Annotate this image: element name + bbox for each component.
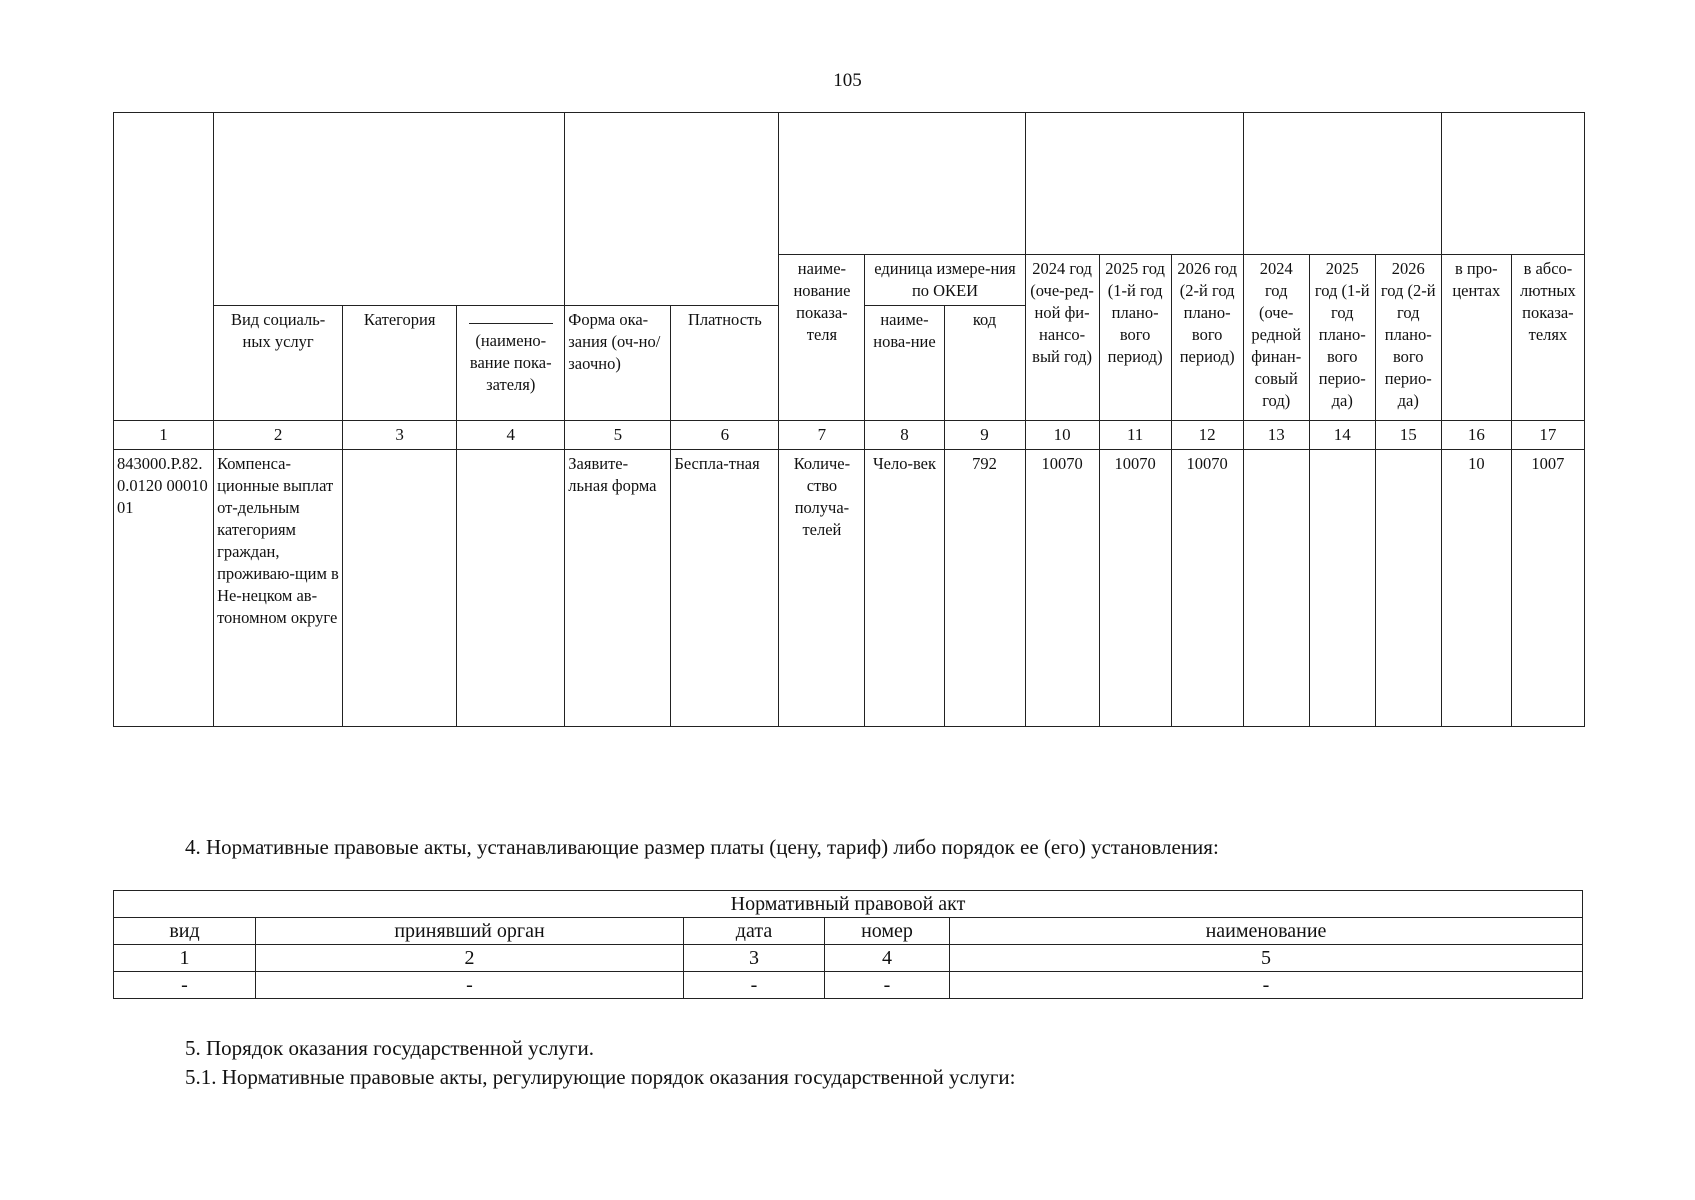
section-5-1-heading: 5.1. Нормативные правовые акты, регулирующие порядок оказания государственной услуги: [185,1065,1016,1089]
cell-unit-code: 792 [944,450,1025,727]
header-unit-name: наиме-нова-ние [865,306,944,421]
col-number: 14 [1309,421,1375,450]
cell-indicator: Количе-ство получа-телей [779,450,865,727]
col-number: 12 [1171,421,1243,450]
col-number: 2 [214,421,343,450]
header-2024-value: 2024 год (оче-ред-ной фи-нансо-вый год) [1025,255,1099,421]
header-blank-prices [1243,113,1441,255]
header-payment: Платность [671,306,779,421]
cell-deviation-percent: 10 [1441,450,1511,727]
col-number: 3 [343,421,457,450]
acts-col-number: 3 [684,945,825,972]
header-2024-price: 2024 год (оче-редной финан-совый год) [1243,255,1309,421]
header-blank-conditions [565,113,779,306]
page-number: 105 [833,70,862,91]
col-number: 15 [1375,421,1441,450]
cell-service: Компенса-ционные выплат от-дельным категориям граждан, проживаю-щим в Не-нецком ав-тономном округе [214,450,343,727]
cell-price-2026 [1375,450,1441,727]
acts-col-number: 4 [825,945,950,972]
col-number: 13 [1243,421,1309,450]
cell-value-2024: 10070 [1025,450,1099,727]
header-blank-col1 [114,113,214,421]
header-2026-value: 2026 год (2-й год плано-вого период) [1171,255,1243,421]
cell-registry-code: 843000.Р.82.0.0120 0001001 [114,450,214,727]
acts-table-title: Нормативный правовой акт [114,891,1583,918]
acts-header-type: вид [114,918,256,945]
acts-col-number: 1 [114,945,256,972]
section-4-heading: 4. Нормативные правовые акты, устанавливающие размер платы (цену, тариф) либо порядок ее (его) установления: [185,835,1219,859]
header-deviation-absolute: в абсо-лютных показа-телях [1511,255,1584,421]
header-2025-value: 2025 год (1-й год плано-вого период) [1099,255,1171,421]
header-blank-indicator-label: (наимено-вание пока-зателя) [469,331,552,394]
acts-header-number: номер [825,918,950,945]
header-unit-okei: единица измере-ния по ОКЕИ [865,255,1025,306]
col-number: 11 [1099,421,1171,450]
cell-form: Заявите-льная форма [565,450,671,727]
acts-col-number: 5 [950,945,1583,972]
header-indicator-name: наиме-нование показа-теля [779,255,865,421]
header-2025-price: 2025 год (1-й год плано-вого перио-да) [1309,255,1375,421]
cell-blank-indicator [457,450,565,727]
acts-header-body: принявший орган [256,918,684,945]
header-deviation-percent: в про-центах [1441,255,1511,421]
acts-cell-body: - [256,972,684,999]
cell-deviation-absolute: 1007 [1511,450,1584,727]
acts-header-date: дата [684,918,825,945]
header-blank-values [1025,113,1243,255]
acts-header-name: наименование [950,918,1583,945]
col-number: 10 [1025,421,1099,450]
header-unit-code: код [944,306,1025,421]
header-blank-indicator-name [457,306,565,421]
cell-unit-name: Чело-век [865,450,944,727]
service-volume-table [113,112,1585,727]
header-form: Форма ока-зания (оч-но/заочно) [565,306,671,421]
header-category: Категория [343,306,457,421]
acts-col-number: 2 [256,945,684,972]
acts-cell-number: - [825,972,950,999]
acts-cell-type: - [114,972,256,999]
col-number: 1 [114,421,214,450]
col-number: 5 [565,421,671,450]
col-number: 6 [671,421,779,450]
acts-cell-date: - [684,972,825,999]
blank-underline [469,309,553,324]
col-number: 7 [779,421,865,450]
cell-value-2025: 10070 [1099,450,1171,727]
header-blank-deviations [1441,113,1584,255]
cell-category [343,450,457,727]
col-number: 16 [1441,421,1511,450]
header-blank-indicator [779,113,1025,255]
col-number: 17 [1511,421,1584,450]
col-number: 9 [944,421,1025,450]
header-service-type: Вид социаль-ных услуг [214,306,343,421]
cell-price-2024 [1243,450,1309,727]
acts-cell-name: - [950,972,1583,999]
header-blank-content [214,113,565,306]
legal-acts-table [113,890,1583,999]
cell-price-2025 [1309,450,1375,727]
section-5-heading: 5. Порядок оказания государственной услуги. [185,1036,594,1060]
cell-payment: Беспла-тная [671,450,779,727]
cell-value-2026: 10070 [1171,450,1243,727]
header-2026-price: 2026 год (2-й год плано-вого перио-да) [1375,255,1441,421]
col-number: 4 [457,421,565,450]
col-number: 8 [865,421,944,450]
